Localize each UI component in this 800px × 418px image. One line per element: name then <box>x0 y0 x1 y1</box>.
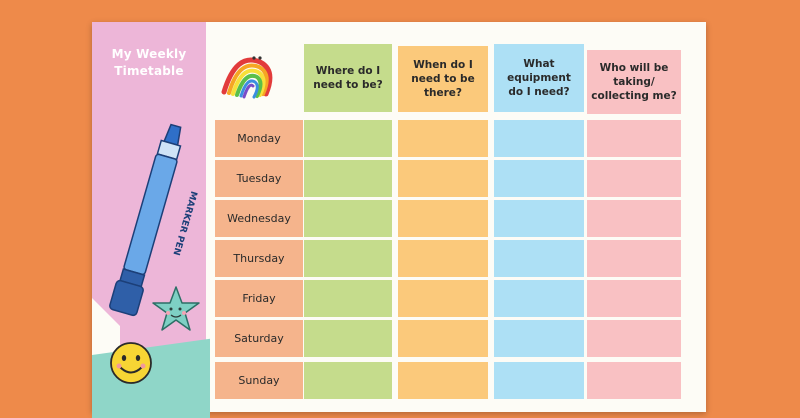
column-header-where: Where do I need to be? <box>304 44 392 112</box>
timetable-cell-saturday-when[interactable] <box>398 320 488 357</box>
star-face-icon <box>150 284 202 336</box>
column-header-who: Who will be taking/ collecting me? <box>587 50 681 114</box>
column-header-when: When do I need to be there? <box>398 46 488 112</box>
timetable-cell-saturday-who[interactable] <box>587 320 681 357</box>
column-header-equipment: What equipment do I need? <box>494 44 584 112</box>
timetable-cell-monday-where[interactable] <box>304 120 392 157</box>
timetable-cell-friday-when[interactable] <box>398 280 488 317</box>
day-label-friday: Friday <box>215 280 303 317</box>
day-label-monday: Monday <box>215 120 303 157</box>
timetable-cell-friday-who[interactable] <box>587 280 681 317</box>
timetable-cell-wednesday-equipment[interactable] <box>494 200 584 237</box>
page-title: My Weekly Timetable <box>111 47 187 78</box>
timetable-cell-tuesday-where[interactable] <box>304 160 392 197</box>
day-label-sunday: Sunday <box>215 362 303 399</box>
timetable-cell-sunday-where[interactable] <box>304 362 392 399</box>
timetable-cell-friday-where[interactable] <box>304 280 392 317</box>
day-label-wednesday: Wednesday <box>215 200 303 237</box>
day-label-saturday: Saturday <box>215 320 303 357</box>
timetable-cell-thursday-where[interactable] <box>304 240 392 277</box>
timetable-cell-wednesday-who[interactable] <box>587 200 681 237</box>
timetable-cell-sunday-who[interactable] <box>587 362 681 399</box>
timetable-cell-tuesday-when[interactable] <box>398 160 488 197</box>
timetable-cell-sunday-equipment[interactable] <box>494 362 584 399</box>
timetable-cell-thursday-who[interactable] <box>587 240 681 277</box>
timetable-cell-monday-who[interactable] <box>587 120 681 157</box>
timetable-cell-thursday-equipment[interactable] <box>494 240 584 277</box>
timetable-cell-tuesday-who[interactable] <box>587 160 681 197</box>
timetable-sheet <box>92 22 706 412</box>
day-label-thursday: Thursday <box>215 240 303 277</box>
timetable-cell-monday-when[interactable] <box>398 120 488 157</box>
marker-pen-label: MARKER PEN <box>170 189 199 257</box>
timetable-cell-wednesday-where[interactable] <box>304 200 392 237</box>
timetable-cell-saturday-where[interactable] <box>304 320 392 357</box>
rainbow-icon <box>214 44 294 114</box>
timetable-cell-friday-equipment[interactable] <box>494 280 584 317</box>
timetable-cell-tuesday-equipment[interactable] <box>494 160 584 197</box>
timetable-cell-sunday-when[interactable] <box>398 362 488 399</box>
day-label-tuesday: Tuesday <box>215 160 303 197</box>
smiley-face-icon <box>108 340 154 386</box>
timetable-cell-thursday-when[interactable] <box>398 240 488 277</box>
timetable-cell-monday-equipment[interactable] <box>494 120 584 157</box>
timetable-cell-saturday-equipment[interactable] <box>494 320 584 357</box>
timetable-cell-wednesday-when[interactable] <box>398 200 488 237</box>
